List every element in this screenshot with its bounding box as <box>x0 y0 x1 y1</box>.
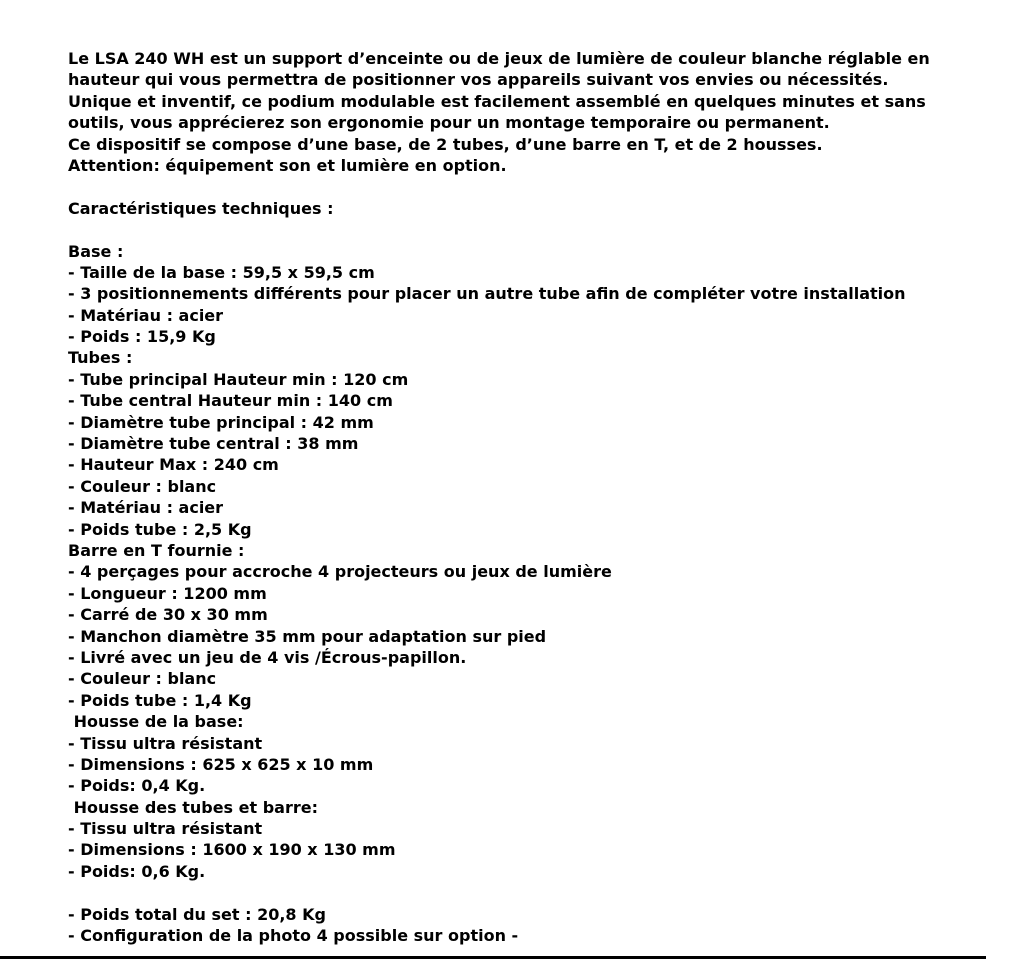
horizontal-divider <box>0 956 986 959</box>
spacer <box>68 176 968 197</box>
spacer <box>68 219 968 240</box>
housse-base-heading: Housse de la base: <box>68 712 244 732</box>
barre-heading: Barre en T fournie : <box>68 540 245 560</box>
intro-line: outils, vous apprécierez son ergonomie pour un montage temporaire ou permanent. <box>68 113 830 133</box>
specs-heading: Caractéristiques techniques : <box>68 198 334 218</box>
spec-item: - Dimensions : 625 x 625 x 10 mm <box>68 754 374 774</box>
spec-item: - Tissu ultra résistant <box>68 733 263 753</box>
spec-item: - Poids: 0,4 Kg. <box>68 776 206 796</box>
spec-item: - Carré de 30 x 30 mm <box>68 605 268 625</box>
spec-item: - Livré avec un jeu de 4 vis /Écrous-papillon. <box>68 647 467 667</box>
spec-item: - Poids : 15,9 Kg <box>68 327 216 347</box>
spec-item: - Diamètre tube central : 38 mm <box>68 434 359 454</box>
housse-tubes-heading: Housse des tubes et barre: <box>68 797 318 817</box>
spec-item: - Couleur : blanc <box>68 669 217 689</box>
spec-item: - Matériau : acier <box>68 305 224 325</box>
base-heading: Base : <box>68 241 124 261</box>
spec-item: - Poids tube : 2,5 Kg <box>68 519 252 539</box>
spacer <box>68 882 968 903</box>
spec-item: - Diamètre tube principal : 42 mm <box>68 412 374 432</box>
spec-item: - Hauteur Max : 240 cm <box>68 455 279 475</box>
spec-item: - Poids: 0,6 Kg. <box>68 861 206 881</box>
spec-item: - Dimensions : 1600 x 190 x 130 mm <box>68 840 396 860</box>
intro-line: hauteur qui vous permettra de positionner vos appareils suivant vos envies ou nécessités. <box>68 70 889 90</box>
intro-line: Unique et inventif, ce podium modulable est facilement assemblé en quelques minutes et sans <box>68 91 926 111</box>
intro-line: Ce dispositif se compose d’une base, de 2 tubes, d’une barre en T, et de 2 housses. <box>68 134 823 154</box>
spec-item: - Longueur : 1200 mm <box>68 583 267 603</box>
spec-item: - Tube central Hauteur min : 140 cm <box>68 391 393 411</box>
tubes-heading: Tubes : <box>68 348 133 368</box>
product-description <box>68 48 968 946</box>
spec-item: - Manchon diamètre 35 mm pour adaptation sur pied <box>68 626 547 646</box>
spec-item: - Matériau : acier <box>68 498 224 518</box>
total-weight: - Poids total du set : 20,8 Kg <box>68 904 326 924</box>
spec-item: - 4 perçages pour accroche 4 projecteurs ou jeux de lumière <box>68 562 612 582</box>
intro-line: Attention: équipement son et lumière en option. <box>68 155 507 175</box>
intro-line: Le LSA 240 WH est un support d’enceinte ou de jeux de lumière de couleur blanche réglable en <box>68 49 930 68</box>
spec-item: - Couleur : blanc <box>68 476 217 496</box>
spec-item: - Tube principal Hauteur min : 120 cm <box>68 369 409 389</box>
spec-item: - Tissu ultra résistant <box>68 819 263 839</box>
spec-item: - Taille de la base : 59,5 x 59,5 cm <box>68 262 375 282</box>
spec-item: - Poids tube : 1,4 Kg <box>68 690 252 710</box>
spec-item: - 3 positionnements différents pour placer un autre tube afin de compléter votre installation <box>68 284 906 304</box>
configuration-note: - Configuration de la photo 4 possible sur option - <box>68 926 519 946</box>
